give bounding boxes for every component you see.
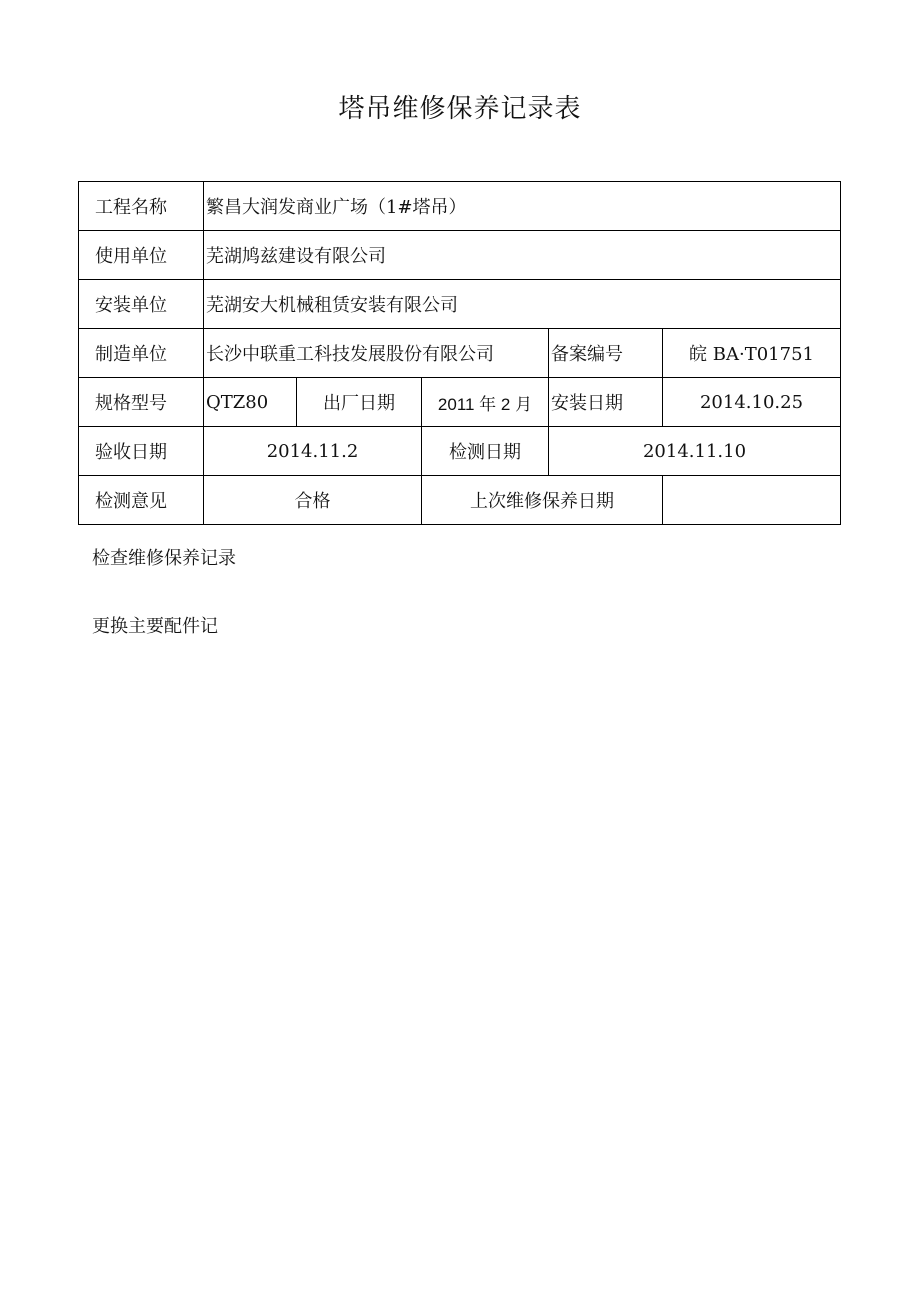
inspection-opinion-value: 合格 [204, 476, 422, 525]
install-date-label: 安装日期 [549, 378, 663, 427]
model-value: QTZ80 [204, 378, 297, 427]
record-no-value: 皖 BA·T01751 [663, 329, 841, 378]
install-unit-value: 芜湖安大机械租赁安装有限公司 [204, 280, 841, 329]
page-title: 塔吊维修保养记录表 [338, 94, 582, 124]
acceptance-date-value: 2014.11.2 [204, 427, 422, 476]
table-row [79, 182, 841, 231]
inspection-date-value: 2014.11.10 [549, 427, 841, 476]
model-label: 规格型号 [79, 378, 204, 427]
inspection-date-label: 检测日期 [422, 427, 549, 476]
factory-date-value: 2011 年 2 月 [422, 378, 549, 427]
record-no-label: 备案编号 [549, 329, 663, 378]
install-date-value: 2014.10.25 [663, 378, 841, 427]
record-table [78, 181, 841, 525]
table-row [79, 231, 841, 280]
manufacturer-label: 制造单位 [79, 329, 204, 378]
project-name-label: 工程名称 [79, 182, 204, 231]
table-row [79, 476, 841, 525]
install-unit-label: 安装单位 [79, 280, 204, 329]
last-maintenance-value [663, 476, 841, 525]
table-row [79, 427, 841, 476]
check-record-heading: 检查维修保养记录 [92, 548, 236, 569]
table-row [79, 378, 841, 427]
factory-date-label: 出厂日期 [297, 378, 422, 427]
manufacturer-value: 长沙中联重工科技发展股份有限公司 [204, 329, 549, 378]
inspection-opinion-label: 检测意见 [79, 476, 204, 525]
table-row [79, 329, 841, 378]
last-maintenance-label: 上次维修保养日期 [422, 476, 663, 525]
parts-record-heading: 更换主要配件记 [92, 616, 218, 637]
table-row [79, 280, 841, 329]
user-unit-value: 芜湖鸠兹建设有限公司 [204, 231, 841, 280]
user-unit-label: 使用单位 [79, 231, 204, 280]
project-name-value: 繁昌大润发商业广场（1#塔吊） [204, 182, 841, 231]
acceptance-date-label: 验收日期 [79, 427, 204, 476]
